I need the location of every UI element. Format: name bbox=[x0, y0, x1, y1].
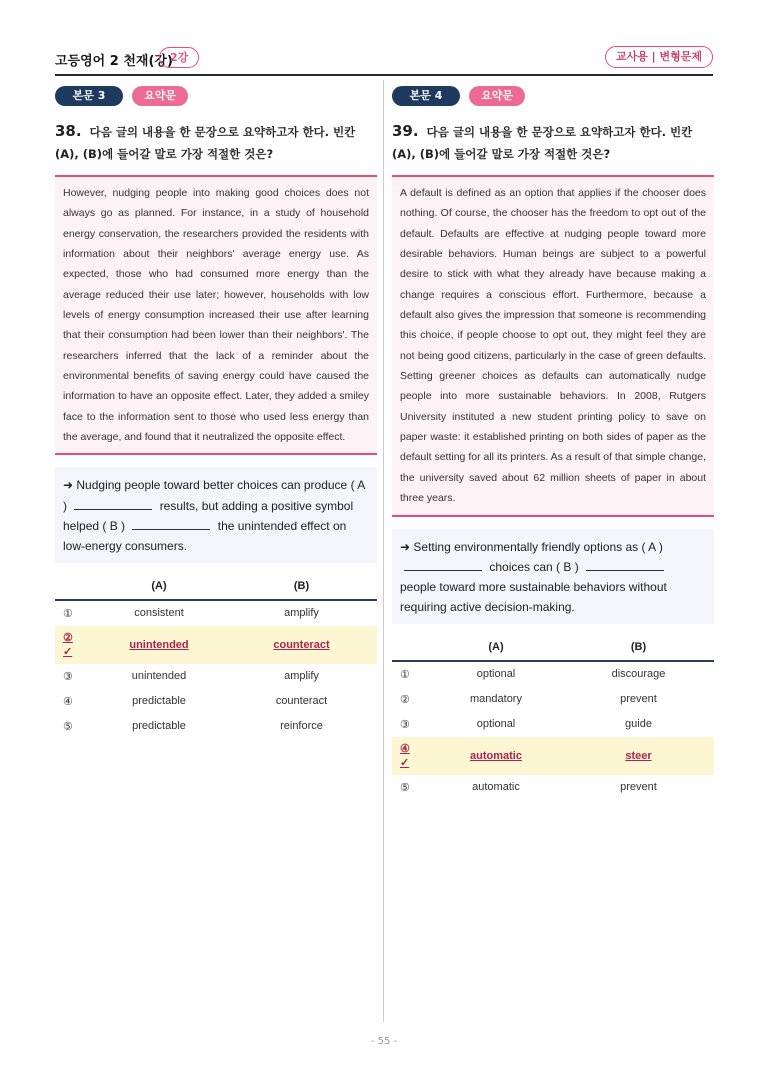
choice-row[interactable] bbox=[55, 664, 377, 689]
column-b-header: (B) bbox=[226, 573, 377, 600]
blank-a bbox=[74, 500, 152, 510]
question-text: 다음 글의 내용을 한 문장으로 요약하고자 한다. 빈칸 (A), (B)에 들어갈 말로 가장 적절한 것은? bbox=[55, 125, 356, 161]
choice-number: ① bbox=[400, 668, 410, 681]
summary-part-2: results, but adding a positive symbol helped ( B ) bbox=[63, 498, 354, 534]
choice-table bbox=[55, 573, 377, 739]
choice-row[interactable] bbox=[392, 687, 714, 712]
lesson-badge: 2강 bbox=[159, 47, 199, 68]
choice-table bbox=[392, 634, 714, 800]
question-39 bbox=[392, 84, 714, 800]
column-divider bbox=[383, 80, 384, 1022]
choice-number: ④ ✓ bbox=[392, 737, 429, 775]
choice-row[interactable] bbox=[55, 714, 377, 739]
choice-number: ① bbox=[63, 607, 73, 620]
choice-row[interactable] bbox=[392, 775, 714, 800]
type-tag: 요약문 bbox=[132, 86, 188, 106]
passage-box: However, nudging people into making good choices does not always go as planned. For instance, in a study of household energy conservation, the researchers provided the residents with information about their neighbors' average energy use. As expected, those who had consumed more energy than the average reduced their use later; however, households with low levels of energy consumption increased their use after learning that their consumption had been lower than their neighbors'. The researchers inferred that the lack of a reminder about the environmental benefits of saving energy could have caused the information to have an opposite effect. Later, they added a smiley face to the information sent to those who used less energy than the average, and found that it neutralized the opposite effect. bbox=[55, 175, 377, 455]
choice-a: automatic bbox=[472, 781, 520, 794]
choice-b: counteract bbox=[275, 695, 328, 708]
blank-b bbox=[132, 520, 210, 530]
question-number: 38. bbox=[55, 122, 82, 140]
choice-a: optional bbox=[476, 718, 516, 731]
choice-b: prevent bbox=[620, 781, 657, 794]
check-icon: ✓ bbox=[63, 645, 73, 658]
question-title bbox=[55, 120, 377, 165]
passage-tag: 본문 3 bbox=[55, 86, 123, 106]
blank-a bbox=[404, 561, 482, 571]
choice-a: consistent bbox=[134, 607, 184, 620]
choice-number: ⑤ bbox=[400, 781, 410, 794]
question-38 bbox=[55, 84, 377, 739]
choice-a: mandatory bbox=[470, 693, 522, 706]
choice-b: steer bbox=[563, 737, 714, 775]
choice-a: unintended bbox=[131, 670, 187, 683]
column-b-header: (B) bbox=[563, 634, 714, 661]
check-icon: ✓ bbox=[400, 756, 410, 769]
choice-a: optional bbox=[476, 668, 516, 681]
tag-row bbox=[392, 84, 714, 106]
summary-part-1: ➜ Nudging people toward better choices can produce ( A ) bbox=[63, 478, 365, 513]
choice-b: prevent bbox=[620, 693, 657, 706]
choice-row-answer[interactable] bbox=[55, 626, 377, 664]
choice-number: ⑤ bbox=[63, 720, 73, 733]
summary-part-3: the unintended effect on low-energy consumers. bbox=[63, 519, 347, 554]
choice-row[interactable] bbox=[55, 689, 377, 714]
choice-a: automatic bbox=[429, 737, 563, 775]
choice-b: reinforce bbox=[280, 720, 323, 733]
document-title: 고등영어 2 천재(강) bbox=[55, 54, 173, 69]
blank-b bbox=[586, 561, 664, 571]
passage-tag: 본문 4 bbox=[392, 86, 460, 106]
choice-b: amplify bbox=[284, 670, 319, 683]
choice-a: predictable bbox=[132, 695, 186, 708]
choice-number: ③ bbox=[63, 670, 73, 683]
column-a-header: (A) bbox=[429, 634, 563, 661]
summary-box bbox=[55, 467, 377, 562]
choice-b: guide bbox=[625, 718, 652, 731]
edition-badge: 교사용 | 변형문제 bbox=[605, 46, 713, 68]
page-number: - 55 - bbox=[370, 1036, 398, 1047]
choice-a: unintended bbox=[92, 626, 226, 664]
choice-row[interactable] bbox=[392, 712, 714, 737]
column-a-header: (A) bbox=[92, 573, 226, 600]
question-number: 39. bbox=[392, 122, 419, 140]
choice-b: amplify bbox=[284, 607, 319, 620]
choice-b: discourage bbox=[611, 668, 666, 681]
choice-number: ② ✓ bbox=[55, 626, 92, 664]
choice-row[interactable] bbox=[392, 661, 714, 687]
tag-row bbox=[55, 84, 377, 106]
page-header bbox=[55, 44, 713, 76]
summary-part-2: choices can ( B ) bbox=[489, 559, 579, 574]
choice-row-answer[interactable] bbox=[392, 737, 714, 775]
choice-b: counteract bbox=[226, 626, 377, 664]
choice-header-row bbox=[392, 634, 714, 661]
question-title bbox=[392, 120, 714, 165]
type-tag: 요약문 bbox=[469, 86, 525, 106]
summary-box bbox=[392, 529, 714, 624]
choice-header-row bbox=[55, 573, 377, 600]
summary-part-1: ➜ Setting environmentally friendly options as ( A ) bbox=[400, 539, 663, 554]
choice-number: ④ bbox=[63, 695, 73, 708]
summary-part-3: people toward more sustainable behaviors without requiring active decision-making. bbox=[400, 580, 667, 615]
choice-a: predictable bbox=[132, 720, 186, 733]
choice-number: ③ bbox=[400, 718, 410, 731]
choice-number: ② bbox=[400, 693, 410, 706]
question-text: 다음 글의 내용을 한 문장으로 요약하고자 한다. 빈칸 (A), (B)에 들어갈 말로 가장 적절한 것은? bbox=[392, 125, 693, 161]
passage-box: A default is defined as an option that applies if the chooser does nothing. Of course, the chooser has the freedom to opt out of the default. Defaults are effective at nudging people toward more desirable behaviors. Human beings are subject to a powerful desire to stick with what they already have because making a change requires a conscious effort. Furthermore, because a default also gives the impression that someone is recommending this choice, if people choose to opt out, they might feel they are not being good citizens, particularly in the case of green defaults. Setting greener choices as defaults can automatically nudge people into more sustainable behaviors. In 2008, Rutgers University instituted a new student printing policy to save on paper waste: it established printing on both sides of paper as the default setting for all its printers. As a result of that simple change, the university saved about 62 million sheets of paper in about three years. bbox=[392, 175, 714, 517]
choice-row[interactable] bbox=[55, 600, 377, 626]
